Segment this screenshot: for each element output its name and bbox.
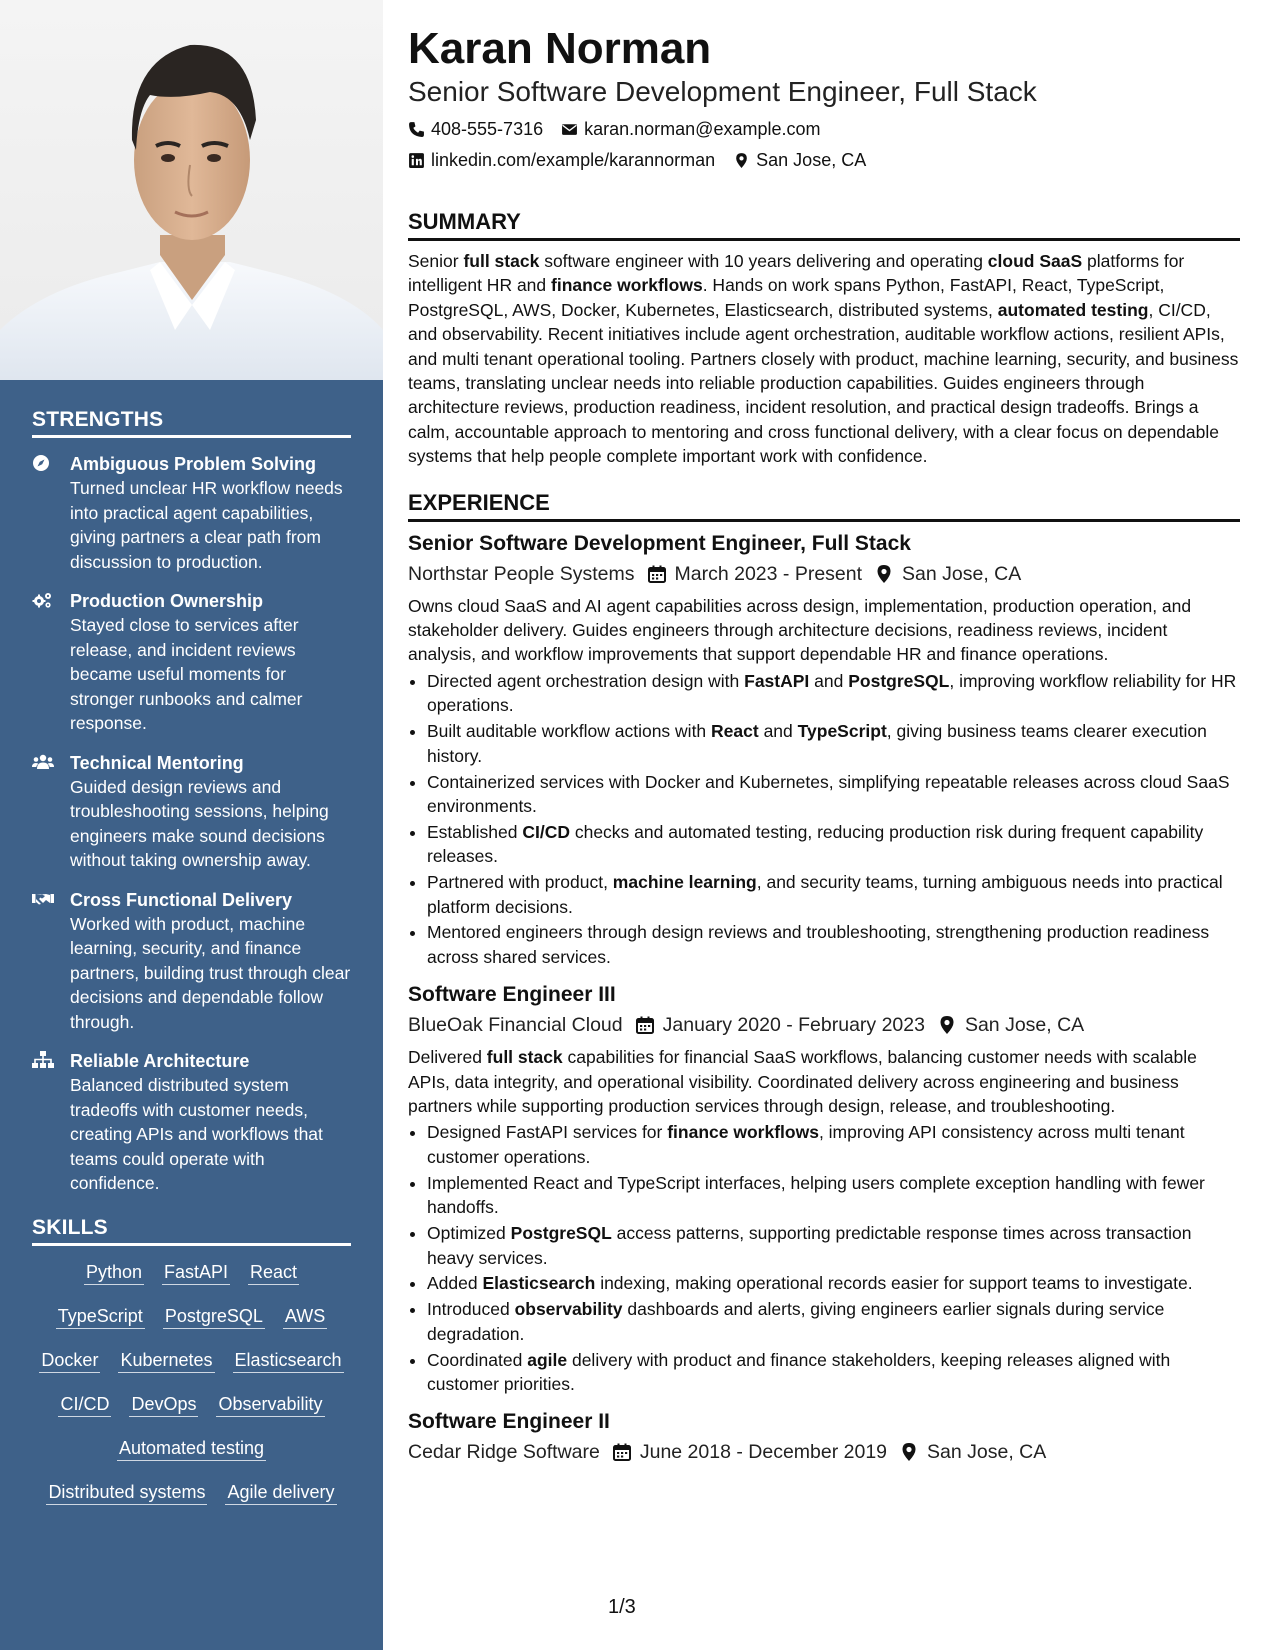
bullet-item xyxy=(427,920,1240,969)
strength-icon-wrap xyxy=(32,1049,70,1196)
summary-section xyxy=(408,208,1240,469)
job-dates: June 2018 - December 2019 xyxy=(639,1441,888,1464)
strength-body xyxy=(70,452,351,574)
skill-tag: Docker xyxy=(39,1348,100,1373)
location xyxy=(733,148,866,172)
skill-tag: AWS xyxy=(283,1304,327,1329)
jobs-list xyxy=(408,530,1240,1467)
phone-icon xyxy=(408,121,425,138)
skill-tag: Kubernetes xyxy=(118,1348,214,1373)
gears-icon xyxy=(32,591,54,609)
skill-tag: React xyxy=(248,1260,299,1285)
strength-icon-wrap xyxy=(32,589,70,736)
text-run: Owns cloud SaaS and AI agent capabilities across design, implementation, production operation, and stakeholder delivery. Guides engineers through architecture decisions, readiness reviews, incident analysis, and workflow improvements that support dependable HR and finance operations. xyxy=(408,595,1192,665)
text-run: checks and automated testing, reducing production risk during frequent capability releases. xyxy=(427,821,1204,867)
bold-keyword: finance workflows xyxy=(551,275,703,296)
text-run: capabilities for financial SaaS workflows, balancing customer needs with scalable APIs, data integrity, and operational visibility. Coordinated delivery across engineering and business partners while supporting production services through design, release, and troubleshooting. xyxy=(408,1047,1197,1117)
handshake-icon xyxy=(32,890,54,908)
skill-row xyxy=(32,1436,351,1461)
job-company: BlueOak Financial Cloud xyxy=(408,1014,623,1037)
job-dates-wrap xyxy=(612,1438,887,1466)
strength-item xyxy=(32,888,351,1035)
strength-icon-wrap xyxy=(32,452,70,574)
phone xyxy=(408,117,543,141)
job-meta xyxy=(408,560,1240,588)
strengths-list xyxy=(32,452,351,1196)
strength-body xyxy=(70,1049,351,1196)
skill-row xyxy=(32,1480,351,1505)
linkedin-icon xyxy=(408,152,425,169)
text-run: , improving workflow reliability for HR operations. xyxy=(427,670,1237,716)
text-run: Mentored engineers through design reviews and troubleshooting, strengthening production readiness across shared services. xyxy=(427,922,1210,967)
page-number: 1/3 xyxy=(608,1596,636,1618)
phone-text: 408-555-7316 xyxy=(431,119,544,139)
sidebar-content xyxy=(32,408,351,1524)
skill-tag: TypeScript xyxy=(56,1304,145,1329)
profile-photo xyxy=(0,0,383,380)
bold-keyword: agile xyxy=(527,1349,568,1370)
strength-text: Balanced distributed system tradeoffs with customer needs, creating APIs and workflows that teams could operate with confidence. xyxy=(70,1075,323,1193)
text-run: Delivered xyxy=(408,1047,487,1068)
text-run: Designed FastAPI services for xyxy=(427,1122,668,1143)
text-run: . Hands on work spans Python, FastAPI, React, TypeScript, PostgreSQL, AWS, Docker, Kubernetes, Elasticsearch, distributed systems, xyxy=(408,275,1165,320)
job-description xyxy=(408,594,1240,667)
bold-keyword: TypeScript xyxy=(797,721,887,742)
skill-tag: Distributed systems xyxy=(46,1480,207,1505)
bold-keyword: full stack xyxy=(486,1047,563,1068)
strength-item xyxy=(32,751,351,873)
bold-keyword: cloud SaaS xyxy=(987,251,1083,271)
skill-tag: Agile delivery xyxy=(225,1480,336,1505)
map-pin-icon xyxy=(874,564,894,584)
job-meta xyxy=(408,1438,1240,1466)
text-run: Introduced xyxy=(427,1299,515,1320)
job-title: Software Engineer III xyxy=(408,983,616,1007)
job-title: Senior Software Development Engineer, Full Stack xyxy=(408,531,911,555)
map-pin-icon xyxy=(899,1442,919,1462)
text-run: Directed agent orchestration design with xyxy=(427,670,745,691)
envelope-icon xyxy=(561,121,578,138)
skill-tag: Automated testing xyxy=(117,1436,266,1461)
text-run: indexing, making operational records easier for support teams to investigate. xyxy=(595,1273,1193,1294)
bold-keyword: React xyxy=(711,721,759,742)
text-run: Partnered with product, xyxy=(427,872,613,893)
bullet-item xyxy=(427,1120,1240,1169)
job-entry xyxy=(408,1408,1240,1466)
bold-keyword: PostgreSQL xyxy=(848,670,950,691)
text-run: platforms for intelligent HR and xyxy=(408,251,1185,296)
job-bullets xyxy=(408,1120,1240,1396)
text-run: , improving API consistency across multi tenant customer operations. xyxy=(427,1122,1185,1167)
location-text: San Jose, CA xyxy=(756,150,867,170)
job-dates-wrap xyxy=(647,560,863,588)
skill-tag: Python xyxy=(84,1260,144,1285)
calendar-icon xyxy=(647,564,667,584)
skill-tag: Observability xyxy=(216,1392,324,1417)
job-dates: January 2020 - February 2023 xyxy=(662,1014,925,1037)
strength-title: Reliable Architecture xyxy=(70,1051,250,1071)
strengths-heading: STRENGTHS xyxy=(32,408,351,438)
text-run: Established xyxy=(427,821,523,842)
email[interactable] xyxy=(561,117,820,141)
email-text: karan.norman@example.com xyxy=(584,119,821,139)
skills-list xyxy=(32,1260,351,1505)
job-entry xyxy=(408,530,1240,970)
strength-body xyxy=(70,751,351,873)
sidebar xyxy=(0,0,383,1650)
bold-keyword: machine learning xyxy=(612,872,757,893)
bullet-item xyxy=(427,770,1240,819)
job-location-wrap xyxy=(874,560,1021,588)
bold-keyword: Elasticsearch xyxy=(482,1273,596,1294)
skill-row xyxy=(32,1304,351,1329)
experience-section xyxy=(408,489,1240,1467)
bold-keyword: FastAPI xyxy=(744,670,810,691)
candidate-title: Senior Software Development Engineer, Full Stack xyxy=(408,76,1037,107)
contact-row-1 xyxy=(408,117,1240,141)
strength-icon-wrap xyxy=(32,751,70,873)
job-entry xyxy=(408,981,1240,1396)
skill-tag: DevOps xyxy=(129,1392,198,1417)
contact-row-2 xyxy=(408,148,1240,172)
text-run: software engineer with 10 years delivering and operating xyxy=(539,251,988,271)
bold-keyword: CI/CD xyxy=(522,821,570,842)
bullet-item xyxy=(427,870,1240,919)
text-run: Senior xyxy=(408,251,464,271)
text-run: Built auditable workflow actions with xyxy=(427,721,712,742)
bullet-item xyxy=(427,1221,1240,1270)
portrait-illustration xyxy=(0,0,383,380)
strength-title: Production Ownership xyxy=(70,591,264,611)
skill-row xyxy=(32,1260,351,1285)
strength-title: Ambiguous Problem Solving xyxy=(70,454,317,474)
text-run: Containerized services with Docker and Kubernetes, simplifying repeatable releases across cloud SaaS environments. xyxy=(427,771,1230,816)
bold-keyword: automated testing xyxy=(997,299,1149,320)
summary-heading: SUMMARY xyxy=(408,208,1240,241)
text-run: , giving business teams clearer execution history. xyxy=(427,721,1207,766)
job-dates-wrap xyxy=(635,1011,925,1039)
text-run: , CI/CD, and observability. Recent initiatives include agent orchestration, auditable workflow actions, resilient APIs, and multi tenant operational tooling. Partners closely with product, machine learning, security, and business teams, translating unclear needs into reliable production capabilities. Guides engineers through architecture reviews, production readiness, incident resolution, and practical design tradeoffs. Brings a calm, accountable approach to mentoring and cross functional delivery, with a clear focus on dependable systems that help people complete important work with confidence. xyxy=(408,299,1239,467)
text-run: delivery with product and finance stakeholders, keeping releases aligned with customer priorities. xyxy=(427,1349,1171,1395)
bullet-item xyxy=(427,669,1240,718)
users-icon xyxy=(32,753,54,771)
strength-title: Cross Functional Delivery xyxy=(70,889,293,910)
map-pin-icon xyxy=(733,152,750,169)
strength-text: Guided design reviews and troubleshooting sessions, helping engineers make sound decisions without taking ownership away. xyxy=(70,776,329,870)
skill-tag: Elasticsearch xyxy=(233,1348,344,1373)
job-description xyxy=(408,1045,1240,1118)
skill-row xyxy=(32,1348,351,1373)
linkedin[interactable] xyxy=(408,148,715,172)
strength-body xyxy=(70,888,351,1035)
job-location: San Jose, CA xyxy=(927,1441,1047,1464)
experience-heading: EXPERIENCE xyxy=(408,489,1240,522)
strength-item xyxy=(32,589,351,736)
bullet-item xyxy=(427,719,1240,768)
text-run: and xyxy=(758,721,798,742)
text-run: Added xyxy=(427,1273,483,1294)
bold-keyword: observability xyxy=(514,1299,623,1320)
text-run: Implemented React and TypeScript interfaces, helping users complete exception handling with fewer handoffs. xyxy=(427,1172,1205,1218)
bullet-item xyxy=(427,820,1240,869)
job-location: San Jose, CA xyxy=(964,1014,1085,1037)
strength-item xyxy=(32,1049,351,1196)
strength-text: Worked with product, machine learning, security, and finance partners, building trust through clear decisions and dependable follow through. xyxy=(70,913,351,1032)
bullet-item xyxy=(427,1271,1240,1295)
job-dates: March 2023 - Present xyxy=(674,562,863,585)
job-location-wrap xyxy=(937,1011,1084,1039)
bullet-item xyxy=(427,1348,1240,1397)
strength-text: Turned unclear HR workflow needs into practical agent capabilities, giving partners a clear path from discussion to production. xyxy=(70,478,343,572)
text-run: , and security teams, turning ambiguous needs into practical platform decisions. xyxy=(427,872,1223,917)
job-meta xyxy=(408,1011,1240,1039)
linkedin-text: linkedin.com/example/karannorman xyxy=(431,150,716,170)
text-run: access patterns, supporting predictable response times across transaction heavy services. xyxy=(427,1223,1192,1268)
job-company: Northstar People Systems xyxy=(408,562,635,585)
text-run: and xyxy=(809,670,849,691)
job-location: San Jose, CA xyxy=(902,562,1022,585)
sitemap-icon xyxy=(32,1051,54,1069)
text-run: dashboards and alerts, giving engineers earlier signals during service degradation. xyxy=(427,1299,1165,1344)
skill-row xyxy=(32,1392,351,1417)
calendar-icon xyxy=(635,1015,655,1035)
bold-keyword: PostgreSQL xyxy=(510,1223,612,1244)
job-title: Software Engineer II xyxy=(408,1410,610,1434)
strength-text: Stayed close to services after release, and incident reviews became useful moments for stronger runbooks and calmer response. xyxy=(70,615,303,733)
skill-tag: PostgreSQL xyxy=(163,1304,265,1329)
main-content xyxy=(408,24,1240,1478)
strength-icon-wrap xyxy=(32,888,70,1035)
candidate-name: Karan Norman xyxy=(408,24,712,73)
job-bullets xyxy=(408,669,1240,969)
skill-tag: FastAPI xyxy=(162,1260,230,1285)
bold-keyword: full stack xyxy=(463,251,540,271)
skill-tag: CI/CD xyxy=(58,1392,111,1417)
bold-keyword: finance workflows xyxy=(667,1122,819,1143)
strength-body xyxy=(70,589,351,736)
text-run: Optimized xyxy=(427,1223,511,1244)
map-pin-icon xyxy=(937,1015,957,1035)
calendar-icon xyxy=(612,1442,632,1462)
strength-title: Technical Mentoring xyxy=(70,752,244,773)
bullet-item xyxy=(427,1297,1240,1346)
text-run: Coordinated xyxy=(427,1349,528,1370)
job-location-wrap xyxy=(899,1438,1046,1466)
compass-icon xyxy=(32,454,54,472)
job-company: Cedar Ridge Software xyxy=(408,1441,600,1464)
skills-heading: SKILLS xyxy=(32,1216,351,1246)
bullet-item xyxy=(427,1171,1240,1220)
strength-item xyxy=(32,452,351,574)
summary-text xyxy=(408,249,1240,469)
